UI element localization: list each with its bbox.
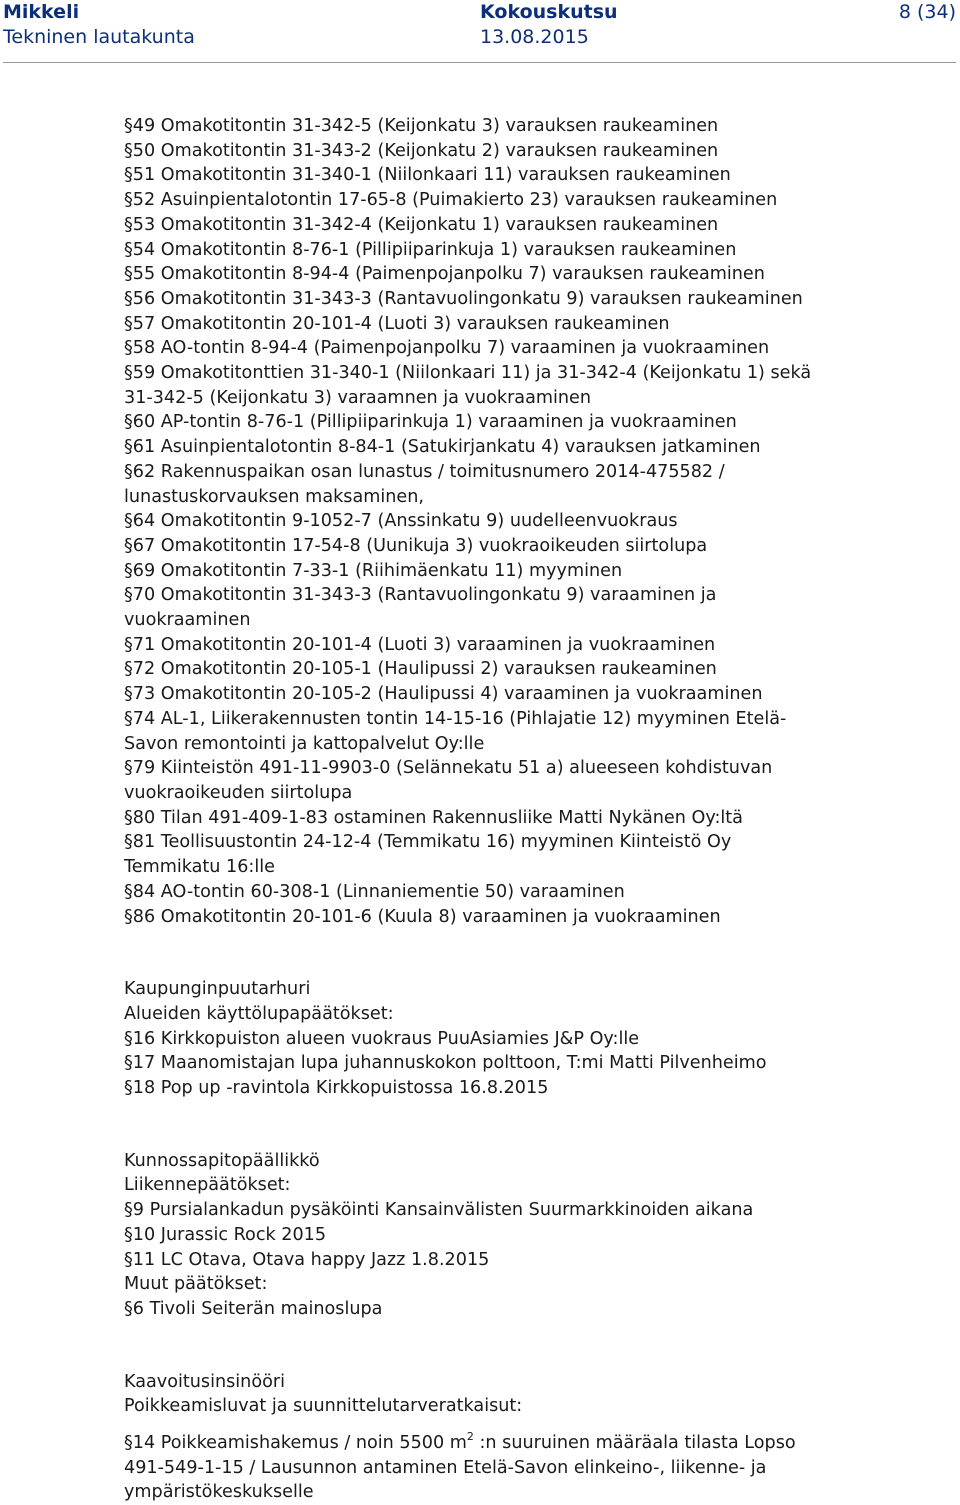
list-item: §58 AO-tontin 8-94-4 (Paimenpojanpolku 7) varaaminen ja vuokraaminen	[124, 338, 770, 359]
list-item-continued: ympäristökeskukselle	[124, 1482, 314, 1503]
list-item: §57 Omakotitontin 20-101-4 (Luoti 3) varauksen raukeaminen	[124, 313, 670, 334]
header-doc-type: Kokouskutsu	[480, 1, 618, 23]
list-item: §73 Omakotitontin 20-105-2 (Haulipussi 4) varaaminen ja vuokraaminen	[124, 684, 763, 705]
list-item: Temmikatu 16:lle	[124, 857, 275, 878]
list-item: §62 Rakennuspaikan osan lunastus / toimitusnumero 2014-475582 /	[124, 461, 725, 482]
section-heading: Alueiden käyttölupapäätökset:	[124, 1003, 394, 1024]
list-item: §84 AO-tontin 60-308-1 (Linnaniementie 50) varaaminen	[124, 881, 625, 902]
list-item: §69 Omakotitontin 7-33-1 (Riihimäenkatu 11) myyminen	[124, 560, 623, 581]
list-item: §51 Omakotitontin 31-340-1 (Niilonkaari 11) varauksen raukeaminen	[124, 165, 731, 186]
section-heading: Poikkeamisluvat ja suunnittelutarveratkaisut:	[124, 1396, 523, 1417]
document-body	[124, 114, 868, 1505]
section-city-gardener	[124, 977, 868, 1101]
header-city: Mikkeli	[3, 1, 80, 23]
list-item: §9 Pursialankadun pysäköinti Kansainvälisten Suurmarkkinoiden aikana	[124, 1200, 754, 1221]
list-item: §74 AL-1, Liikerakennusten tontin 14-15-16 (Pihlajatie 12) myyminen Etelä-	[124, 708, 787, 729]
item-text: §14 Poikkeamishakemus / noin 5500 m	[124, 1433, 467, 1454]
list-item: §59 Omakotitonttien 31-340-1 (Niilonkaari 11) ja 31-342-4 (Keijonkatu 1) sekä	[124, 363, 812, 384]
header-divider	[3, 62, 956, 63]
list-item: §81 Teollisuustontin 24-12-4 (Temmikatu 16) myyminen Kiinteistö Oy	[124, 832, 732, 853]
list-item: §72 Omakotitontin 20-105-1 (Haulipussi 2) varauksen raukeaminen	[124, 659, 717, 680]
list-item: §53 Omakotitontin 31-342-4 (Keijonkatu 1) varauksen raukeaminen	[124, 214, 719, 235]
list-item: §6 Tivoli Seiterän mainoslupa	[124, 1298, 383, 1319]
section-heading: Liikennepäätökset:	[124, 1175, 291, 1196]
section-subheading: Muut päätökset:	[124, 1274, 268, 1295]
list-item: §67 Omakotitontin 17-54-8 (Uunikuja 3) vuokraoikeuden siirtolupa	[124, 535, 708, 556]
header-middle	[480, 0, 618, 50]
list-item: §79 Kiinteistön 491-11-9903-0 (Selännekatu 51 a) alueeseen kohdistuvan	[124, 758, 773, 779]
list-item: §16 Kirkkopuiston alueen vuokraus PuuAsiamies J&P Oy:lle	[124, 1028, 640, 1049]
list-item: §52 Asuinpientalotontin 17-65-8 (Puimakierto 23) varauksen raukeaminen	[124, 190, 778, 211]
list-item: §10 Jurassic Rock 2015	[124, 1224, 327, 1245]
list-item: vuokraoikeuden siirtolupa	[124, 782, 353, 803]
list-item: §80 Tilan 491-409-1-83 ostaminen Rakennusliike Matti Nykänen Oy:ltä	[124, 807, 743, 828]
list-item: §60 AP-tontin 8-76-1 (Pillipiiparinkuja 1) varaaminen ja vuokraaminen	[124, 412, 737, 433]
list-item: §17 Maanomistajan lupa juhannuskokon polttoon, T:mi Matti Pilvenheimo	[124, 1053, 767, 1074]
list-item: vuokraaminen	[124, 610, 251, 631]
page-header	[0, 0, 960, 58]
list-item: §54 Omakotitontin 8-76-1 (Pillipiiparinkuja 1) varauksen raukeaminen	[124, 239, 737, 260]
list-item: §86 Omakotitontin 20-101-6 (Kuula 8) varaaminen ja vuokraaminen	[124, 906, 721, 927]
section-planning-engineer	[124, 1370, 868, 1505]
list-item	[124, 1425, 868, 1456]
header-board: Tekninen lautakunta	[3, 26, 195, 48]
section-maintenance-manager	[124, 1149, 868, 1322]
list-item: §49 Omakotitontin 31-342-5 (Keijonkatu 3) varauksen raukeaminen	[124, 116, 719, 136]
header-date: 13.08.2015	[480, 26, 589, 48]
header-left	[3, 0, 195, 50]
list-item: §56 Omakotitontin 31-343-3 (Rantavuolingonkatu 9) varauksen raukeaminen	[124, 288, 803, 309]
list-item: §18 Pop up -ravintola Kirkkopuistossa 16.8.2015	[124, 1078, 549, 1099]
list-item: §64 Omakotitontin 9-1052-7 (Anssinkatu 9) uudelleenvuokraus	[124, 511, 678, 532]
decision-list-land	[124, 114, 868, 929]
list-item: §55 Omakotitontin 8-94-4 (Paimenpojanpolku 7) varauksen raukeaminen	[124, 264, 765, 285]
list-item: lunastuskorvauksen maksaminen,	[124, 486, 424, 507]
section-role: Kaupunginpuutarhuri	[124, 979, 311, 1000]
list-item: §50 Omakotitontin 31-343-2 (Keijonkatu 2) varauksen raukeaminen	[124, 140, 719, 161]
list-item: §61 Asuinpientalotontin 8-84-1 (Satukirjankatu 4) varauksen jatkaminen	[124, 437, 761, 458]
header-page-number: 8 (34)	[898, 1, 956, 23]
list-item: §70 Omakotitontin 31-343-3 (Rantavuolingonkatu 9) varaaminen ja	[124, 585, 717, 606]
list-item-continued: 491-549-1-15 / Lausunnon antaminen Etelä-Savon elinkeino-, liikenne- ja	[124, 1457, 767, 1478]
list-item: Savon remontointi ja kattopalvelut Oy:lle	[124, 733, 485, 754]
list-item: §11 LC Otava, Otava happy Jazz 1.8.2015	[124, 1249, 490, 1270]
header-right	[899, 0, 956, 25]
section-role: Kunnossapitopäällikkö	[124, 1150, 320, 1171]
list-item: §71 Omakotitontin 20-101-4 (Luoti 3) varaaminen ja vuokraaminen	[124, 634, 716, 655]
section-role: Kaavoitusinsinööri	[124, 1371, 285, 1392]
item-text: :n suuruinen määräala tilasta Lopso	[473, 1433, 796, 1454]
superscript: 2	[466, 1430, 474, 1444]
list-item: 31-342-5 (Keijonkatu 3) varaamnen ja vuokraaminen	[124, 387, 592, 408]
